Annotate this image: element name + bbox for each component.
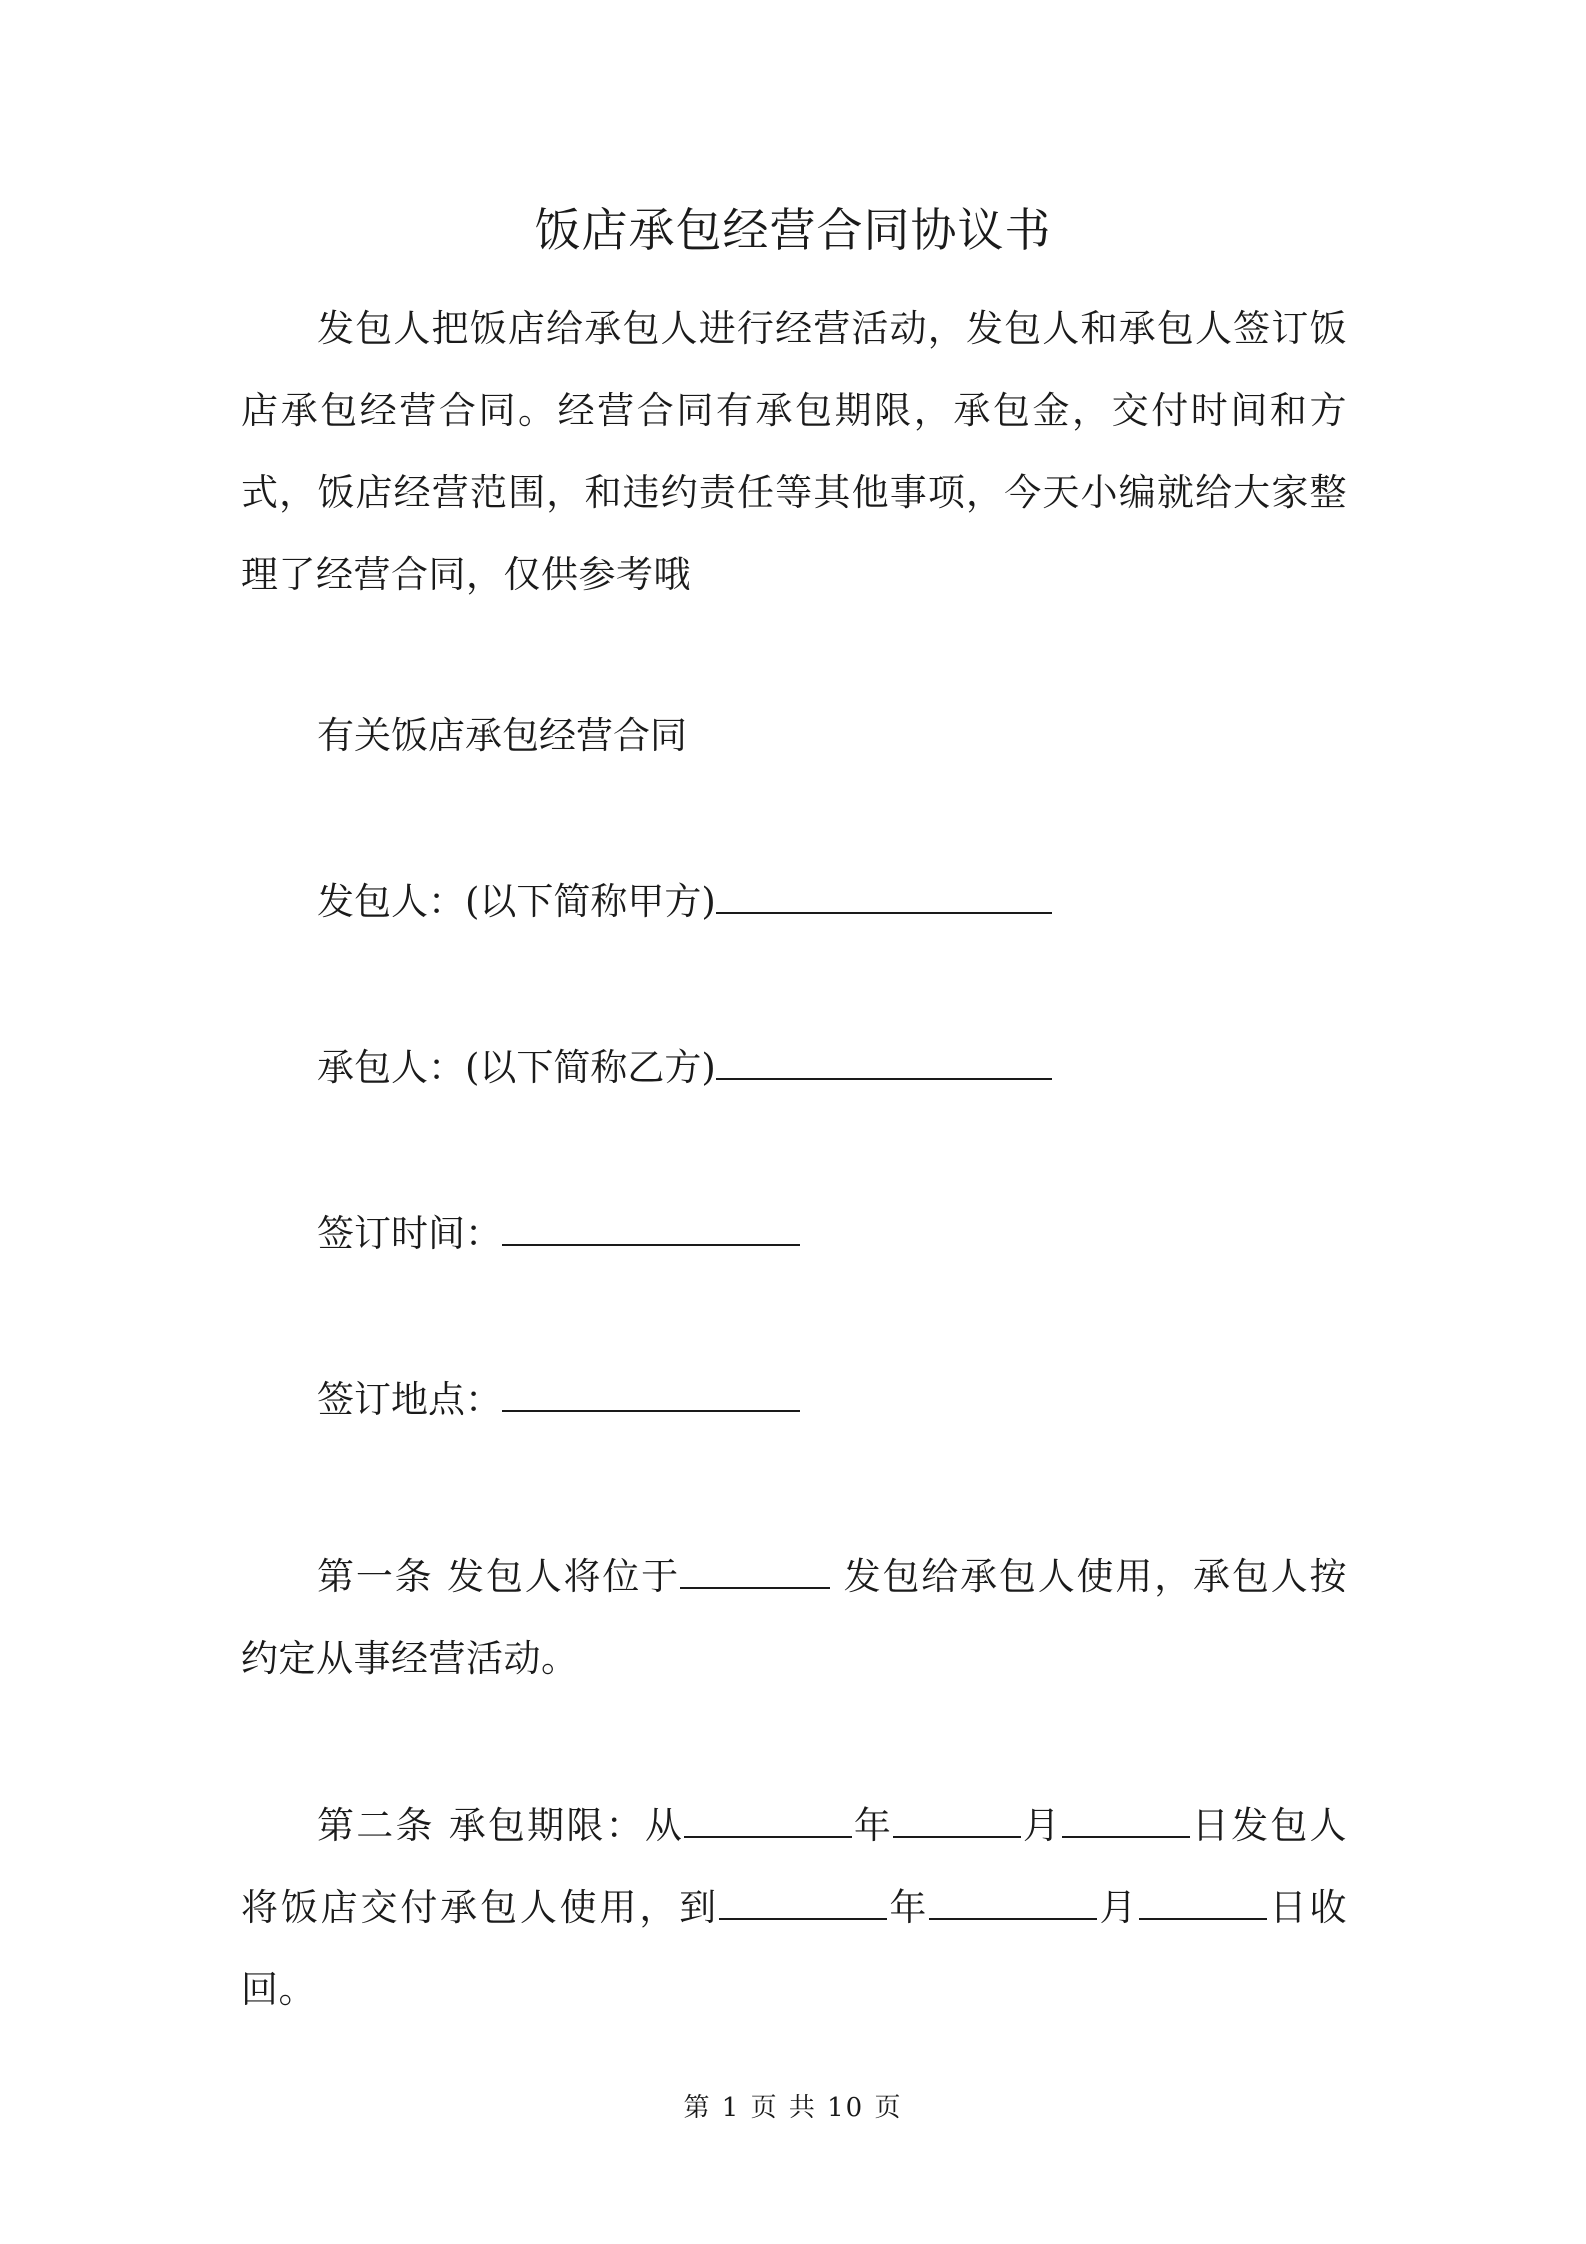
section-heading: 有关饭店承包经营合同 bbox=[317, 714, 687, 757]
article-2 bbox=[241, 1785, 1347, 2031]
article-2-start-year-blank bbox=[684, 1796, 852, 1838]
article-1-suffix: 发包给承包人使用，承包人按约定从事经营活动。 bbox=[241, 1555, 1347, 1680]
article-2-month1: 月 bbox=[1021, 1804, 1063, 1847]
article-2-day1: 日发包人将饭店交付承包人使用，到 bbox=[241, 1804, 1348, 1929]
sign-time-blank bbox=[502, 1204, 800, 1246]
article-2-end-year-blank bbox=[719, 1878, 887, 1920]
article-1-prefix: 第一条 发包人将位于 bbox=[317, 1555, 681, 1598]
sign-time-row bbox=[317, 1204, 800, 1264]
document-title: 饭店承包经营合同协议书 bbox=[534, 203, 1052, 257]
article-2-month2: 月 bbox=[1097, 1886, 1140, 1929]
sign-place-row bbox=[317, 1370, 800, 1430]
article-2-year1: 年 bbox=[852, 1804, 894, 1847]
article-1-location-blank bbox=[680, 1547, 830, 1589]
article-2-start-month-blank bbox=[893, 1796, 1021, 1838]
party-a-label: 发包人：(以下简称甲方) bbox=[317, 880, 716, 923]
sign-place-label: 签订地点： bbox=[317, 1378, 502, 1421]
article-2-part1: 第二条 承包期限：从 bbox=[317, 1804, 685, 1847]
page-indicator: 第 1 页 共 10 页 bbox=[683, 2093, 903, 2123]
party-a-blank bbox=[716, 872, 1052, 914]
article-1 bbox=[241, 1536, 1347, 1700]
article-2-year2: 年 bbox=[887, 1886, 930, 1929]
intro-paragraph: 发包人把饭店给承包人进行经营活动，发包人和承包人签订饭店承包经营合同。经营合同有承包期限，承包金，交付时间和方式，饭店经营范围，和违约责任等其他事项，今天小编就给大家整理了经营合同，仅供参考哦 bbox=[241, 307, 1347, 596]
article-2-end-month-blank bbox=[929, 1878, 1097, 1920]
party-b-blank bbox=[716, 1038, 1052, 1080]
sign-place-blank bbox=[502, 1370, 800, 1412]
article-2-day2: 日收回。 bbox=[241, 1886, 1348, 2011]
party-a-row bbox=[317, 872, 1052, 932]
article-2-start-day-blank bbox=[1062, 1796, 1190, 1838]
article-2-end-day-blank bbox=[1139, 1878, 1267, 1920]
party-b-row bbox=[317, 1038, 1052, 1098]
sign-time-label: 签订时间： bbox=[317, 1212, 502, 1255]
party-b-label: 承包人：(以下简称乙方) bbox=[317, 1046, 716, 1089]
